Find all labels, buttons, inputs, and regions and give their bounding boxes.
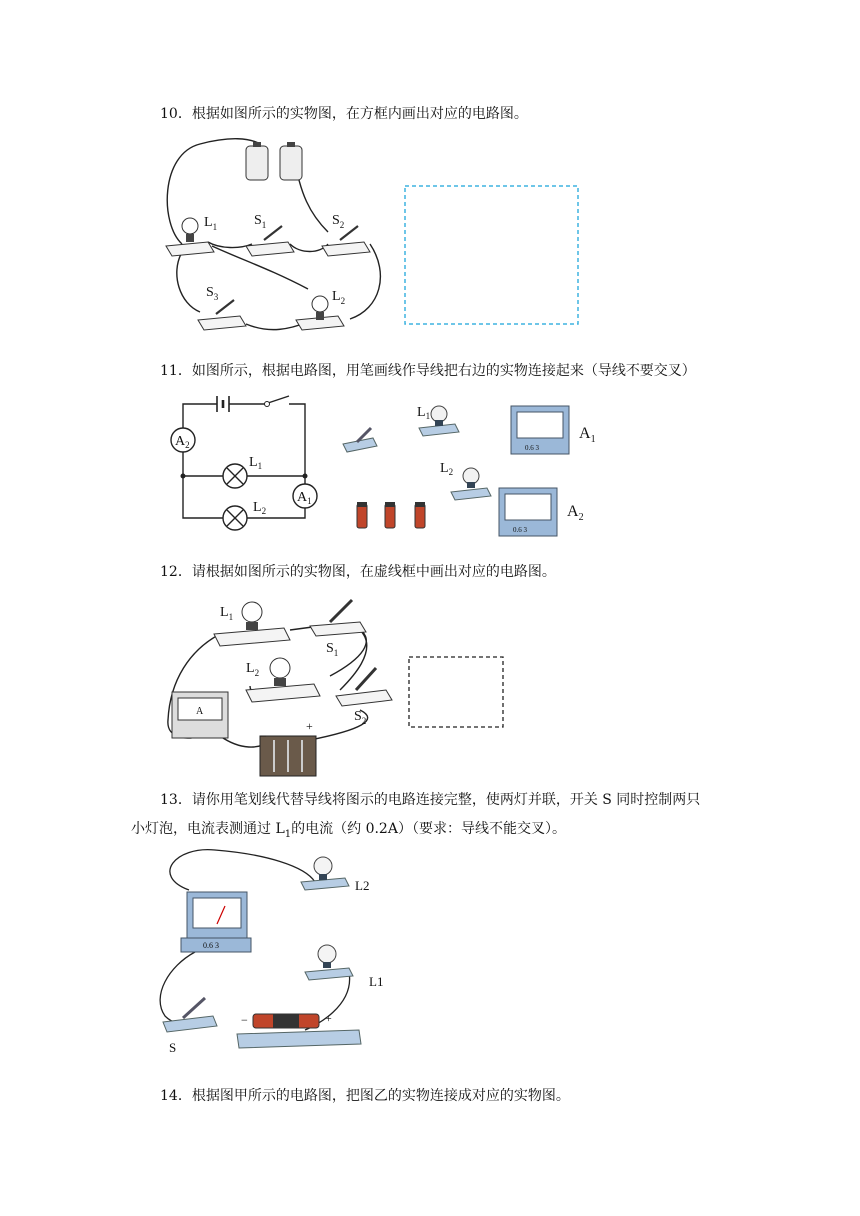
svg-text:L2: $L_2$ [253,500,267,516]
svg-text:−: − [260,729,267,743]
q12-answer-box [409,657,503,727]
svg-text:S1: $S_1$ [254,213,267,230]
q12-ammeter-object [172,692,228,738]
q11-ammeter-A1-object [511,406,569,454]
q10-board-L1 [166,242,214,256]
q10-bulb-L1-icon [182,218,198,242]
svg-text:0.6 3: 0.6 3 [203,941,219,950]
q12-switch-S1-object [310,600,366,636]
svg-text:L2: L2 [355,878,370,893]
q11-bulb-L2-object [451,468,491,500]
svg-text:S2: $S_2$ [332,213,345,230]
q11-switch-object [343,428,377,452]
q10-battery-pair [246,142,302,180]
svg-text:A2: $A_2$ [175,434,190,450]
q10-board-S1 [246,242,294,256]
q13-bulb-L2-object [301,857,349,890]
svg-text:A2: $A_2$ [567,503,584,523]
svg-text:A1: $A_1$ [579,425,596,445]
svg-text:L2: $L_2$ [440,461,454,477]
svg-text:L1: $L_1$ [220,605,234,622]
q13-bulb-L1-object [305,945,353,980]
q10-switch-S3-icon [216,300,234,314]
svg-text:S2: $S_2$ [354,709,367,726]
q13-figure [155,846,395,1056]
q12-bulb-L2-object [246,658,320,702]
q13-battery-object [237,1014,361,1048]
question-13-text-line2: 小灯泡，电流表测通过 $L_1$的电流（约 0.2A）（要求：导线不能交叉）。 [131,821,566,840]
svg-text:A1: $A_1$ [297,490,312,506]
q10-bulb-L2-icon [312,296,328,320]
svg-text:L2: $L_2$ [332,289,346,306]
svg-text:S1: $S_1$ [326,641,339,658]
q11-circuit-diagram [183,396,305,518]
question-14-text: 14．根据图甲所示的电路图，把图乙的实物连接成对应的实物图。 [160,1088,570,1104]
question-13-text-line1: 13．请你用笔划线代替导线将图示的电路连接完整，使两灯并联，开关 S 同时控制两只 [160,792,701,808]
svg-text:S: S [169,1040,177,1055]
question-11-text: 11．如图所示，根据电路图，用笔画线作导线把右边的实物连接起来（导线不要交叉） [160,363,696,379]
svg-text:+: + [306,719,313,733]
q10-figure [160,134,600,344]
svg-text:−: − [241,1013,248,1027]
svg-text:A: A [196,706,204,717]
q11-battery-cells [357,502,425,528]
q11-figure [165,392,595,542]
svg-text:0.6 3: 0.6 3 [525,444,539,452]
q12-figure [160,590,510,780]
q10-board-S2 [322,242,370,256]
q12-switch-S2-object [336,668,392,706]
question-10-text: 10．根据如图所示的实物图，在方框内画出对应的电路图。 [160,106,528,122]
q10-board-S3 [198,316,246,330]
svg-text:L1: $L_1$ [204,215,218,232]
svg-text:+: + [325,1011,332,1025]
q13-ammeter-object [181,892,251,952]
q10-answer-box [405,186,578,324]
svg-text:0.6 3: 0.6 3 [513,526,527,534]
svg-text:L2: $L_2$ [246,661,260,678]
q11-ammeter-A2-object [499,488,557,536]
svg-text:S3: $S_3$ [206,285,219,302]
q12-battery-object [260,736,316,776]
question-12-text: 12．请根据如图所示的实物图，在虚线框中画出对应的电路图。 [160,564,556,580]
q13-switch-object [163,998,217,1032]
svg-text:L1: $L_1$ [417,405,431,421]
svg-text:L1: $L_1$ [249,455,263,471]
svg-text:L1: L1 [369,974,384,989]
q10-switch-S1-icon [264,226,282,240]
